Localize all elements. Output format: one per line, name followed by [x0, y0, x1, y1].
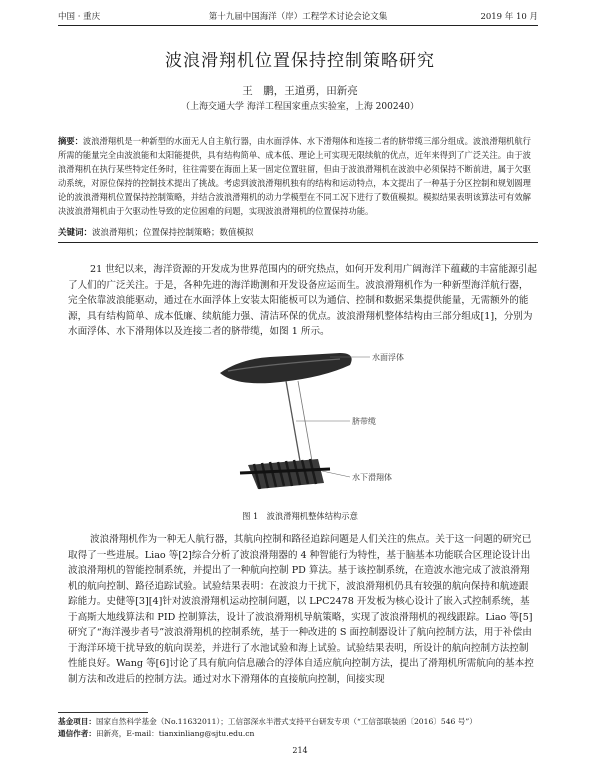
- header-proceedings: 第十九届中国海洋（岸）工程学术讨论会论文集: [208, 12, 388, 22]
- figure-caption: 图 1 波浪滑翔机整体结构示意: [242, 511, 358, 521]
- footnote: [58, 716, 477, 740]
- keywords-text: 波浪滑翔机；位置保持控制策略；数值模拟: [92, 228, 254, 238]
- abstract-text: 波浪滑翔机是一种新型的水面无人自主航行器，由水面浮体、水下滑翔体和连接二者的脐带缆三部分组成。波浪滑翔机航行所需的能量完全由波浪能和太阳能提供，具有结构简单、成本低、理论上可实现无限续航的优点，近年来得到了广泛关注。由于波浪滑翔机在执行某些特定任务时，往往需要在海面上某一固定位置驻留，但由于波浪滑翔机在波浪中必须保持不断前进，属于欠驱动系统，对原位保持的控制技术提出了挑战。考虑到波浪滑翔机独有的结构和运动特点，本文提出了一种基于分区控制和规划圆理论的波浪滑翔机位置保持控制策略，并结合波浪滑翔机的动力学模型在不同工况下进行了数值模拟。模拟结果表明该算法可有效解决波浪滑翔机由于欠驱动性导致的定位困难的问题，实现波浪滑翔机的位置保持功能。: [58, 136, 531, 216]
- abstract-label: 摘要：: [58, 136, 83, 146]
- related-work-paragraph: 波浪滑翔机作为一种无人航行器，其航向控制和路径追踪问题是人们关注的焦点。关于这一问题的研究已取得了一些进展。Liao 等[2]综合分析了波浪滑翔器的 4 种智能行为特性，基于脑基本功能联合区理论设计出波浪滑翔机的智能控制系统，并提出了一种航向控制 PD 算法。基于该控制系统，在造波水池完成了波浪滑翔机的航向控制、路径追踪试验。试验结果表明：在波浪力干扰下，波浪滑翔机仍具有较强的航向保持和航迹跟踪能力。史健等[3][4]针对波浪滑翔机运动控制问题，以 LPC2478 开发板为核心设计了嵌入式控制系统，基于高斯大地线算法和 PID 控制算法，设计了波浪滑翔机导航策略，实现了波浪滑翔机的视线跟踪。Liao 等[5]研究了“海洋漫步者号”波浪滑翔机的控制系统，基于一种改进的 S 面控制器设计了航向控制方法，用于补偿由于海洋环境干扰导致的航向误差，并进行了水池试验和海上试验。试验结果表明，所设计的航向控制方法控制性能良好。Wang 等[6]讨论了具有航向信息融合的浮体自适应航向控制方法，提出了滑翔机所需航向的基本控制方法和改进后的控制方法。通过对水下滑翔体的直接航向控制，间接实现: [68, 534, 534, 685]
- header-rule: [58, 25, 538, 26]
- keywords-label: 关键词：: [58, 228, 93, 238]
- surface-float-shape: [220, 353, 352, 383]
- leader-glider: [322, 471, 350, 477]
- abstract: [58, 134, 538, 218]
- page-number: 214: [292, 746, 308, 755]
- footnote-rule: [58, 712, 148, 713]
- author-contact: 田新亮，E-mail：tianxinliang@sjtu.edu.cn: [95, 729, 255, 738]
- paper-authors: 王 鹏，王道勇，田新亮: [242, 85, 358, 97]
- running-header: [58, 10, 538, 24]
- fund-text: 国家自然科学基金（No.11632011）；工信部深水半潜式支持平台研发专项（“工信部联装函〔2016〕546 号”）: [95, 717, 477, 726]
- label-umbilical: 脐带缆: [352, 417, 376, 426]
- wave-glider-figure: [200, 343, 470, 505]
- author-affiliation: （上海交通大学 海洋工程国家重点实验室，上海 200240）: [180, 102, 420, 112]
- label-underwater-glider: 水下滑翔体: [352, 473, 392, 482]
- label-surface-float: 水面浮体: [372, 353, 404, 362]
- intro-paragraph: 21 世纪以来，海洋资源的开发成为世界范围内的研究热点，如何开发利用广阔海洋下蕴藏的丰富能源引起了人们的广泛关注。于是，各种先进的海洋勘测和开发设备应运而生。波浪滑翔机作为一种新型海洋航行器，完全依靠波浪能驱动，通过在水面浮体上安装太阳能板可以为通信、控制和数据采集提供能量，无需额外的能源，具有结构简单、成本低廉、续航能力强、清洁环保的优点。波浪滑翔机整体结构由三部分组成[1]，分别为水面浮体、水下滑翔体以及连接二者的脐带缆，如图 1 所示。: [68, 264, 537, 337]
- fund-label: 基金项目：: [58, 717, 96, 726]
- keywords: [58, 226, 254, 238]
- abstract-rule: [58, 242, 538, 243]
- header-date: 2019 年 10 月: [480, 12, 538, 22]
- author-label: 通信作者：: [58, 729, 96, 738]
- paper-title: 波浪滑翔机位置保持控制策略研究: [165, 51, 435, 71]
- header-location: 中国 · 重庆: [58, 12, 101, 22]
- funding-line: [58, 716, 477, 728]
- corresponding-author-line: [58, 728, 477, 740]
